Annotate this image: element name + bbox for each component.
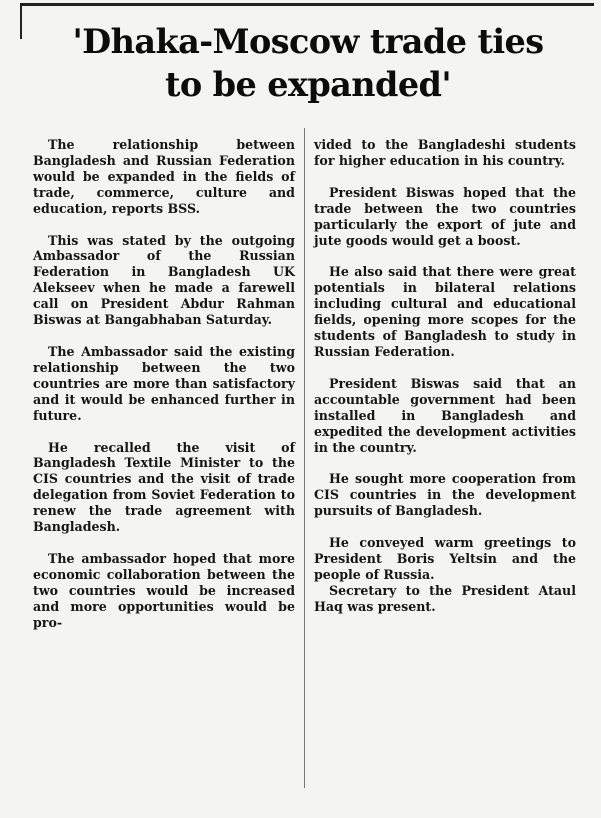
paragraph: This was stated by the outgoing Ambassador of the Russian Federation in Bangladesh UK Alekseev when he made a farewell call on President Abdur Rahman Biswas at Bangabhaban Saturday.: [33, 232, 295, 328]
paragraph: He also said that there were great potentials in bilateral relations including cultural and educational fields, opening more scopes for the students of Bangladesh to study in Russian Federation.: [314, 264, 576, 359]
paragraph: The relationship between Bangladesh and Russian Federation would be expanded in the fields of trade, commerce, culture and education, reports BSS.: [33, 137, 295, 216]
left-column: [33, 137, 295, 630]
paragraph: He recalled the visit of Bangladesh Textile Minister to the CIS countries and the visit of trade delegation from Soviet Federation to renew the trade agreement with Bangladesh.: [33, 439, 295, 535]
paragraph: He sought more cooperation from CIS countries in the development pursuits of Bangladesh.: [314, 471, 576, 519]
paragraph: The ambassador hoped that more economic collaboration between the two countries would be increased and more opportunities would be pro-: [33, 550, 295, 630]
paragraph: President Biswas said that an accountable government had been installed in Bangladesh and expedited the development activities in the country.: [314, 375, 576, 455]
paragraph: vided to the Bangladeshi students for higher education in his country.: [314, 137, 576, 168]
paragraph: The Ambassador said the existing relationship between the two countries are more than satisfactory and it would be enhanced further in future.: [33, 343, 295, 423]
column-divider: [304, 128, 305, 788]
top-border-rule: [20, 3, 594, 6]
paragraph: President Biswas hoped that the trade between the two countries particularly the export of jute and jute goods would get a boost.: [314, 184, 576, 248]
right-column: [314, 137, 576, 615]
paragraph: Secretary to the President Ataul Haq was present.: [314, 582, 576, 614]
paragraph: He conveyed warm greetings to President Boris Yeltsin and the people of Russia.: [314, 535, 576, 582]
headline-line-1: 'Dhaka-Moscow trade ties: [72, 22, 544, 61]
headline: [22, 20, 594, 106]
headline-line-2: to be expanded': [164, 65, 452, 104]
